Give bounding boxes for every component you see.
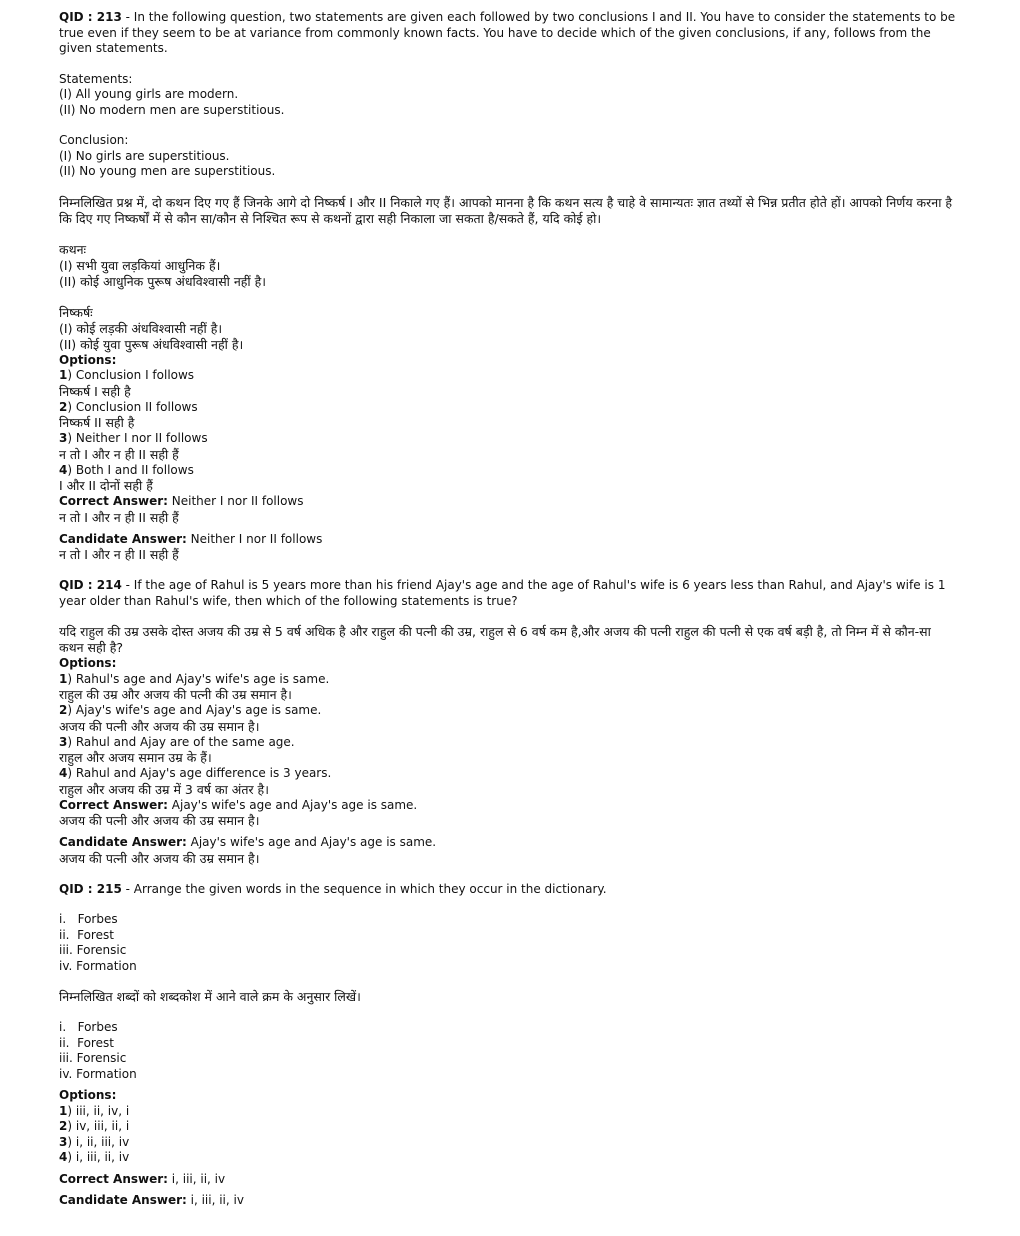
question-text: QID : 215 - Arrange the given words in the sequence in which they occur in the dictionary. [59,881,607,896]
option-1: 1) Rahul's age and Ajay's wife's age is same. [59,671,330,686]
conclusion-hindi: (I) कोई लड़की अंधविश्वासी नहीं है। [59,320,223,336]
question-text-hindi: निम्नलिखित प्रश्न में, दो कथन दिए गए हैं जिनके आगे दो निष्कर्ष I और II निकाले गए हैं। आपको मानना है कि कथन सत्य है चाहे वे सामान्यतः ज्ञात तथ्यों से भिन्न प्रतीत होते हों। आपको निर्णय करना है कि दिए गए निष्कर्षों में से कौन सा/कौन से निश्चित रूप से कथनों द्वारा सही निकाला जा सकता है/सकते हैं, यदि कोई हो। [59,194,957,226]
qid-label: QID : 213 [59,10,122,24]
options-label: Options: [59,352,117,367]
option-2-hindi: निष्कर्ष II सही है [59,415,135,430]
word-item-hindi-section: iv. Formation [59,1066,137,1081]
option-4: 4) i, iii, ii, iv [59,1150,130,1164]
option-4-hindi: I और II दोनों सही हैं [59,478,153,493]
question-215 [59,882,959,1209]
options-label: Options: [59,656,117,670]
question-text-hindi: निम्नलिखित शब्दों को शब्दकोश में आने वाले क्रम के अनुसार लिखें। [59,989,361,1004]
statement-hindi: (II) कोई आधुनिक पुरूष अंधविश्वासी नहीं है। [59,273,267,289]
word-item: i. Forbes [59,912,118,926]
question-paper [59,10,959,1209]
correct-answer: Correct Answer: Neither I nor II follows [59,494,304,508]
option-3: 3) Neither I nor II follows [59,431,208,445]
candidate-answer: Candidate Answer: Neither I nor II follows [59,531,323,546]
candidate-answer: Candidate Answer: Ajay's wife's age and Ajay's age is same. [59,835,437,849]
qid-label: QID : 215 [59,881,122,896]
conclusion: (I) No girls are superstitious. [59,148,230,163]
option-1-hindi: राहुल की उम्र और अजय की पत्नी की उम्र समान है। [59,687,292,702]
question-text: QID : 213 - In the following question, two statements are given each followed by two conclusions I and II. You have to consider the statements to be true even if they seem to be at variance from commonly known facts. You have to decide which of the given conclusions, if any, follows from the given statements. [59,10,959,55]
statements-heading: Statements: [59,71,133,86]
conclusion-hindi: (II) कोई युवा पुरूष अंधविश्वासी नहीं है। [59,336,244,352]
option-2-hindi: अजय की पत्नी और अजय की उम्र समान है। [59,718,260,734]
conclusion-heading-hindi: निष्कर्षः [59,304,93,320]
statement: (I) All young girls are modern. [59,87,239,101]
qid-label: QID : 214 [59,578,122,592]
question-text: QID : 214 - If the age of Rahul is 5 years more than his friend Ajay's age and the age of Rahul's wife is 6 years less than Rahul, and Ajay's wife is 1 year older than Rahul's wife, then which of the following statements is true? [59,578,950,608]
option-1-hindi: निष्कर्ष I सही है [59,383,131,399]
question-214 [59,578,959,867]
question-text-hindi: यदि राहुल की उम्र उसके दोस्त अजय की उम्र से 5 वर्ष अधिक है और राहुल की पत्नी की उम्र, राहुल से 6 वर्ष कम है,और अजय की पत्नी राहुल की पत्नी से एक वर्ष बड़ी है, तो निम्न में से कौन-सा कथन सही है? [59,624,935,655]
options-label: Options: [59,1088,117,1102]
word-item: ii. Forest [59,927,114,942]
correct-answer: Correct Answer: Ajay's wife's age and Ajay's age is same. [59,797,418,812]
option-3-hindi: न तो I और न ही II सही हैं [59,446,179,462]
word-item-hindi-section: iii. Forensic [59,1051,127,1065]
statements-heading-hindi: कथनः [59,241,87,257]
option-3-hindi: राहुल और अजय समान उम्र के हैं। [59,750,212,765]
word-item: iv. Formation [59,958,137,973]
option-1: 1) iii, ii, iv, i [59,1103,130,1118]
correct-answer-hindi: न तो I और न ही II सही हैं [59,509,179,525]
correct-answer-hindi: अजय की पत्नी और अजय की उम्र समान है। [59,813,260,828]
conclusion-heading: Conclusion: [59,133,129,147]
option-4: 4) Rahul and Ajay's age difference is 3 years. [59,766,332,780]
statement: (II) No modern men are superstitious. [59,102,285,117]
option-2: 2) iv, iii, ii, i [59,1119,130,1133]
option-3: 3) Rahul and Ajay are of the same age. [59,734,295,749]
candidate-answer: Candidate Answer: i, iii, ii, iv [59,1193,244,1207]
option-4-hindi: राहुल और अजय की उम्र में 3 वर्ष का अंतर है। [59,781,269,797]
correct-answer: Correct Answer: i, iii, ii, iv [59,1171,226,1186]
option-2: 2) Conclusion II follows [59,399,198,414]
conclusion: (II) No young men are superstitious. [59,164,276,178]
option-3: 3) i, ii, iii, iv [59,1134,130,1149]
question-213 [59,10,959,563]
option-2: 2) Ajay's wife's age and Ajay's age is same. [59,703,322,717]
option-4: 4) Both I and II follows [59,462,194,477]
candidate-answer-hindi: अजय की पत्नी और अजय की उम्र समान है। [59,850,260,866]
word-item-hindi-section: i. Forbes [59,1020,118,1034]
option-1: 1) Conclusion I follows [59,368,195,382]
word-item-hindi-section: ii. Forest [59,1035,114,1050]
word-item: iii. Forensic [59,943,127,957]
statement-hindi: (I) सभी युवा लड़कियां आधुनिक हैं। [59,257,221,273]
candidate-answer-hindi: न तो I और न ही II सही हैं [59,547,179,562]
